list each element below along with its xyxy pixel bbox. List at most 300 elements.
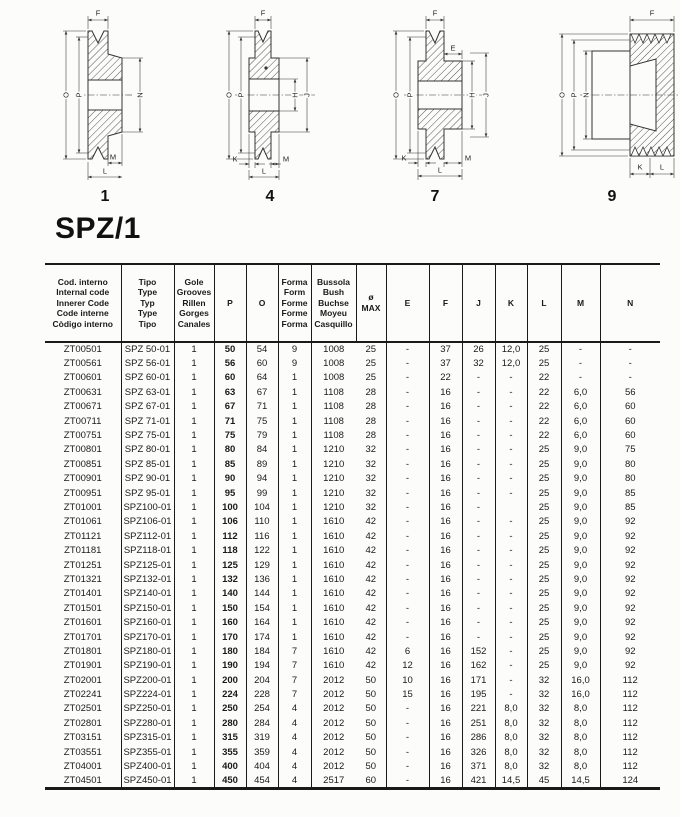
- table-row: [45, 486, 660, 500]
- cell-value: 50: [365, 761, 377, 773]
- dim-label: P: [74, 92, 84, 98]
- cell-value: 1610: [311, 615, 356, 629]
- cell-value: 118: [214, 543, 246, 557]
- cell-value: 25: [527, 543, 561, 557]
- cell-value: 100: [214, 500, 246, 514]
- cell-value: 12,0: [495, 342, 527, 356]
- cell-value: 7: [278, 673, 311, 687]
- cell-value: 56: [600, 385, 660, 399]
- cell-value: -: [386, 486, 429, 500]
- cell-value: 104: [246, 500, 278, 514]
- cell-code: ZT00901: [63, 473, 102, 485]
- cell-value: 16,0: [561, 673, 600, 687]
- cell-value: 195: [462, 687, 495, 701]
- cell-value: 1: [174, 472, 214, 486]
- cell-value: 1: [174, 385, 214, 399]
- cell-value: SPZ 50-01: [121, 342, 174, 356]
- cell-value: 16: [429, 587, 462, 601]
- cell-value: 42: [365, 631, 377, 643]
- cell-value: -: [600, 342, 660, 356]
- table-row: [45, 659, 660, 673]
- cell-value: 28: [365, 415, 377, 427]
- cell-value: 1: [174, 630, 214, 644]
- table-row: [45, 702, 660, 716]
- cell-value: 25: [527, 587, 561, 601]
- cell-value: -: [495, 687, 527, 701]
- dim-label: E: [450, 43, 456, 53]
- cell-code: ZT03151: [63, 732, 102, 744]
- dim-label: L: [437, 165, 443, 175]
- cell-value: 25: [365, 372, 377, 384]
- cell-code: ZT02801: [63, 717, 102, 729]
- technical-drawing-form-4: [195, 6, 345, 206]
- cell-value: 254: [246, 702, 278, 716]
- cell-value: 32: [462, 356, 495, 370]
- cell-value: 1: [174, 587, 214, 601]
- cell-value: 190: [214, 659, 246, 673]
- cell-value: 9: [278, 342, 311, 356]
- cell-value: 250: [214, 702, 246, 716]
- cell-value: 8,0: [495, 745, 527, 759]
- cell-value: 16: [429, 443, 462, 457]
- dim-label: P: [569, 92, 579, 98]
- cell-value: 112: [600, 716, 660, 730]
- cell-value: 286: [462, 731, 495, 745]
- table-row: [45, 529, 660, 543]
- cell-value: 1: [174, 500, 214, 514]
- cell-value: SPZ160-01: [121, 615, 174, 629]
- cell-value: 25: [365, 358, 377, 370]
- col-header-m: M: [561, 264, 600, 342]
- cell-value: 16: [429, 615, 462, 629]
- cell-value: 16: [429, 644, 462, 658]
- cell-value: 1: [174, 601, 214, 615]
- cell-value: 42: [365, 617, 377, 629]
- cell-value: -: [495, 558, 527, 572]
- table-row: [45, 774, 660, 788]
- cell-value: 1: [174, 745, 214, 759]
- cell-value: 32: [527, 731, 561, 745]
- cell-value: 22: [527, 400, 561, 414]
- cell-value: 94: [246, 472, 278, 486]
- cell-value: 152: [462, 644, 495, 658]
- dim-label: L: [261, 166, 267, 176]
- cell-code: ZT02241: [63, 689, 102, 701]
- cell-code: ZT00751: [63, 430, 102, 442]
- cell-value: 8,0: [561, 759, 600, 773]
- cell-value: 4: [278, 745, 311, 759]
- dim-label: F: [95, 8, 101, 18]
- cell-code: ZT00631: [63, 386, 102, 398]
- cell-value: 99: [246, 486, 278, 500]
- cell-code: ZT01501: [63, 602, 102, 614]
- cell-value: 112: [600, 687, 660, 701]
- table-row: [45, 731, 660, 745]
- cell-value: -: [386, 731, 429, 745]
- cell-value: 71: [214, 414, 246, 428]
- cell-value: 32: [365, 444, 377, 456]
- cell-value: 28: [365, 386, 377, 398]
- cell-value: 280: [214, 716, 246, 730]
- cell-value: 8,0: [495, 702, 527, 716]
- cell-value: 140: [214, 587, 246, 601]
- cell-value: 6,0: [561, 400, 600, 414]
- table-row: [45, 414, 660, 428]
- cell-value: 50: [365, 674, 377, 686]
- cell-value: -: [462, 615, 495, 629]
- cell-code: ZT01001: [63, 501, 102, 513]
- cell-value: 32: [365, 487, 377, 499]
- cell-value: 1610: [311, 543, 356, 557]
- cell-value: 136: [246, 572, 278, 586]
- cell-value: 7: [278, 644, 311, 658]
- cell-value: 9,0: [561, 472, 600, 486]
- cell-value: 1: [278, 414, 311, 428]
- cell-value: 450: [214, 774, 246, 788]
- cell-value: 1: [278, 515, 311, 529]
- cell-value: -: [462, 572, 495, 586]
- cell-value: 64: [246, 371, 278, 385]
- cell-code: ZT02001: [63, 674, 102, 686]
- cell-value: -: [386, 443, 429, 457]
- cell-value: 1210: [311, 500, 356, 514]
- cell-value: 112: [600, 731, 660, 745]
- cell-value: 12,0: [495, 356, 527, 370]
- cell-value: 84: [246, 443, 278, 457]
- cell-value: 1: [174, 428, 214, 442]
- cell-value: 22: [527, 371, 561, 385]
- cell-value: 85: [600, 486, 660, 500]
- technical-drawing-form-7: [360, 6, 510, 206]
- cell-value: 1210: [311, 472, 356, 486]
- cell-value: -: [462, 630, 495, 644]
- cell-code: ZT02501: [63, 703, 102, 715]
- pulley-cross-section-4-icon: [195, 6, 345, 184]
- cell-value: 4: [278, 731, 311, 745]
- cell-value: 160: [214, 615, 246, 629]
- cell-value: 1: [174, 414, 214, 428]
- cell-value: 32: [527, 745, 561, 759]
- cell-value: 32: [365, 458, 377, 470]
- cell-code: ZT01601: [63, 617, 102, 629]
- cell-value: 164: [246, 615, 278, 629]
- cell-value: 92: [600, 515, 660, 529]
- table-row: [45, 601, 660, 615]
- cell-value: 16: [429, 500, 462, 514]
- cell-value: 16: [429, 601, 462, 615]
- cell-value: 2012: [311, 673, 356, 687]
- cell-value: 92: [600, 659, 660, 673]
- cell-code: ZT00561: [63, 358, 102, 370]
- cell-value: 2012: [311, 716, 356, 730]
- cell-value: 60: [214, 371, 246, 385]
- cell-value: -: [462, 400, 495, 414]
- cell-value: 1610: [311, 630, 356, 644]
- cell-value: 16: [429, 515, 462, 529]
- cell-value: -: [495, 529, 527, 543]
- cell-value: SPZ190-01: [121, 659, 174, 673]
- cell-value: 224: [214, 687, 246, 701]
- cell-value: 8,0: [561, 731, 600, 745]
- dim-label: M: [282, 154, 290, 164]
- cell-value: -: [462, 443, 495, 457]
- cell-code: ZT01061: [63, 516, 102, 528]
- cell-value: 1008: [311, 371, 356, 385]
- cell-value: 6: [386, 644, 429, 658]
- cell-value: 16: [429, 400, 462, 414]
- cell-value: 1: [174, 457, 214, 471]
- cell-code: ZT01321: [63, 573, 102, 585]
- cell-value: 1: [174, 486, 214, 500]
- cell-value: 25: [365, 344, 377, 356]
- cell-value: 16: [429, 572, 462, 586]
- cell-value: 8,0: [561, 716, 600, 730]
- col-header-grooves: Gole Grooves Rillen Gorges Canales: [174, 264, 214, 342]
- cell-value: SPZ 95-01: [121, 486, 174, 500]
- col-header-e: E: [386, 264, 429, 342]
- cell-value: SPZ150-01: [121, 601, 174, 615]
- cell-value: 16: [429, 543, 462, 557]
- cell-value: 32: [365, 473, 377, 485]
- cell-value: 1108: [311, 428, 356, 442]
- cell-value: 80: [600, 457, 660, 471]
- cell-value: 25: [527, 515, 561, 529]
- cell-value: 1: [278, 457, 311, 471]
- cell-value: -: [386, 356, 429, 370]
- cell-value: 144: [246, 587, 278, 601]
- cell-value: 154: [246, 601, 278, 615]
- cell-value: 9,0: [561, 644, 600, 658]
- cell-value: 6,0: [561, 428, 600, 442]
- cell-value: -: [386, 702, 429, 716]
- cell-value: SPZ 75-01: [121, 428, 174, 442]
- cell-value: 1610: [311, 601, 356, 615]
- cell-value: 9,0: [561, 500, 600, 514]
- cell-value: -: [386, 615, 429, 629]
- cell-value: 54: [246, 342, 278, 356]
- table-body: [45, 342, 660, 788]
- cell-value: 9,0: [561, 659, 600, 673]
- cell-value: 16: [429, 759, 462, 773]
- cell-value: -: [495, 428, 527, 442]
- cell-value: -: [462, 601, 495, 615]
- cell-value: 194: [246, 659, 278, 673]
- dim-label: J: [302, 93, 312, 97]
- cell-value: 26: [462, 342, 495, 356]
- table-row: [45, 572, 660, 586]
- cell-value: 45: [527, 774, 561, 788]
- cell-value: SPZ 56-01: [121, 356, 174, 370]
- cell-code: ZT00501: [63, 344, 102, 356]
- cell-value: 89: [246, 457, 278, 471]
- dim-label: O: [557, 92, 567, 98]
- cell-value: 204: [246, 673, 278, 687]
- cell-value: 1108: [311, 400, 356, 414]
- cell-value: 16: [429, 486, 462, 500]
- cell-value: 16: [429, 457, 462, 471]
- cell-value: -: [386, 529, 429, 543]
- cell-value: -: [386, 500, 429, 514]
- dim-label: N: [581, 92, 591, 98]
- cell-value: SPZ 60-01: [121, 371, 174, 385]
- cell-value: 2012: [311, 759, 356, 773]
- dim-label: O: [61, 92, 71, 98]
- cell-value: 67: [214, 400, 246, 414]
- cell-value: -: [462, 515, 495, 529]
- cell-value: -: [495, 414, 527, 428]
- cell-value: 1: [174, 342, 214, 356]
- cell-value: 16: [429, 428, 462, 442]
- cell-value: 16: [429, 414, 462, 428]
- cell-value: 32: [527, 702, 561, 716]
- cell-code: ZT00711: [64, 415, 102, 427]
- cell-value: SPZ106-01: [121, 515, 174, 529]
- cell-value: -: [386, 558, 429, 572]
- cell-value: 90: [214, 472, 246, 486]
- col-header-code: Cod. interno Internal code Innerer Code Code interne Còdigo interno: [45, 264, 121, 342]
- cell-value: 1: [278, 543, 311, 557]
- cell-value: 16: [429, 687, 462, 701]
- table-row: [45, 515, 660, 529]
- cell-value: 80: [214, 443, 246, 457]
- form-number-1: 1: [100, 188, 110, 205]
- cell-value: SPZ450-01: [121, 774, 174, 788]
- cell-value: -: [495, 371, 527, 385]
- table-row: [45, 673, 660, 687]
- col-header-p: P: [214, 264, 246, 342]
- table-row: [45, 342, 660, 356]
- cell-value: 1: [174, 716, 214, 730]
- technical-drawing-form-9: [532, 6, 680, 206]
- cell-value: 92: [600, 587, 660, 601]
- cell-value: SPZ118-01: [121, 543, 174, 557]
- cell-value: 1: [278, 558, 311, 572]
- cell-value: 4: [278, 774, 311, 788]
- cell-value: -: [386, 414, 429, 428]
- cell-value: SPZ224-01: [121, 687, 174, 701]
- cell-value: -: [495, 587, 527, 601]
- cell-value: 37: [429, 342, 462, 356]
- cell-value: -: [386, 400, 429, 414]
- cell-value: -: [386, 543, 429, 557]
- cell-value: -: [561, 342, 600, 356]
- cell-value: 1: [278, 371, 311, 385]
- col-header-bush: Bussola Bush Buchse Moyeu Casquillo: [311, 264, 356, 342]
- cell-value: 112: [600, 745, 660, 759]
- cell-value: 32: [365, 501, 377, 513]
- cell-value: -: [386, 472, 429, 486]
- cell-value: 16: [429, 558, 462, 572]
- cell-value: 2012: [311, 731, 356, 745]
- cell-value: 1: [174, 443, 214, 457]
- cell-value: 1: [174, 400, 214, 414]
- dim-label: L: [102, 166, 108, 176]
- cell-value: 454: [246, 774, 278, 788]
- cell-value: -: [386, 371, 429, 385]
- cell-value: 162: [462, 659, 495, 673]
- col-header-form: Forma Form Forme Forme Forma: [278, 264, 311, 342]
- cell-value: 28: [365, 430, 377, 442]
- cell-value: 42: [365, 602, 377, 614]
- cell-value: 28: [365, 401, 377, 413]
- cell-value: 1: [278, 486, 311, 500]
- cell-value: -: [386, 601, 429, 615]
- cell-value: 9,0: [561, 572, 600, 586]
- cell-code: ZT00671: [63, 401, 102, 413]
- cell-value: 22: [527, 414, 561, 428]
- cell-code: ZT04001: [63, 761, 102, 773]
- form-number-4: 4: [265, 188, 275, 205]
- cell-value: 1610: [311, 515, 356, 529]
- table-row: [45, 615, 660, 629]
- cell-value: 92: [600, 601, 660, 615]
- cell-code: ZT01181: [64, 545, 102, 557]
- cell-value: 1: [174, 731, 214, 745]
- cell-value: 2012: [311, 702, 356, 716]
- cell-value: 221: [462, 702, 495, 716]
- cell-value: 8,0: [561, 702, 600, 716]
- cell-value: 1: [174, 774, 214, 788]
- cell-value: 1: [278, 601, 311, 615]
- cell-value: 129: [246, 558, 278, 572]
- cell-value: 4: [278, 759, 311, 773]
- cell-value: 359: [246, 745, 278, 759]
- cell-value: -: [495, 515, 527, 529]
- dim-label: F: [649, 8, 655, 18]
- cell-value: 6,0: [561, 385, 600, 399]
- cell-value: 16: [429, 673, 462, 687]
- dim-label: K: [401, 153, 407, 163]
- table-row: [45, 500, 660, 514]
- cell-value: 25: [527, 659, 561, 673]
- cell-value: 355: [214, 745, 246, 759]
- cell-value: 22: [429, 371, 462, 385]
- cell-value: 16: [429, 472, 462, 486]
- cell-value: -: [462, 500, 495, 514]
- table-row: [45, 587, 660, 601]
- cell-value: SPZ315-01: [121, 731, 174, 745]
- cell-code: ZT01251: [63, 559, 102, 571]
- col-header-f: F: [429, 264, 462, 342]
- cell-value: 421: [462, 774, 495, 788]
- dim-label: M: [109, 152, 117, 162]
- cell-value: 15: [386, 687, 429, 701]
- cell-value: -: [495, 385, 527, 399]
- cell-value: 12: [386, 659, 429, 673]
- cell-value: -: [495, 457, 527, 471]
- cell-value: 50: [365, 717, 377, 729]
- cell-value: 60: [600, 428, 660, 442]
- col-header-j: J: [462, 264, 495, 342]
- cell-value: -: [462, 486, 495, 500]
- cell-value: -: [495, 443, 527, 457]
- cell-value: 1: [278, 630, 311, 644]
- cell-value: 1610: [311, 659, 356, 673]
- cell-code: ZT04501: [63, 774, 102, 786]
- cell-value: -: [386, 515, 429, 529]
- cell-value: 326: [462, 745, 495, 759]
- cell-code: ZT01701: [63, 631, 102, 643]
- cell-value: 25: [527, 356, 561, 370]
- cell-value: 116: [246, 529, 278, 543]
- cell-value: 4: [278, 716, 311, 730]
- cell-value: 8,0: [495, 731, 527, 745]
- cell-code: ZT01801: [63, 645, 102, 657]
- cell-value: 14,5: [495, 774, 527, 788]
- cell-value: SPZ140-01: [121, 587, 174, 601]
- cell-code: ZT01121: [64, 530, 102, 542]
- dim-label: M: [464, 153, 472, 163]
